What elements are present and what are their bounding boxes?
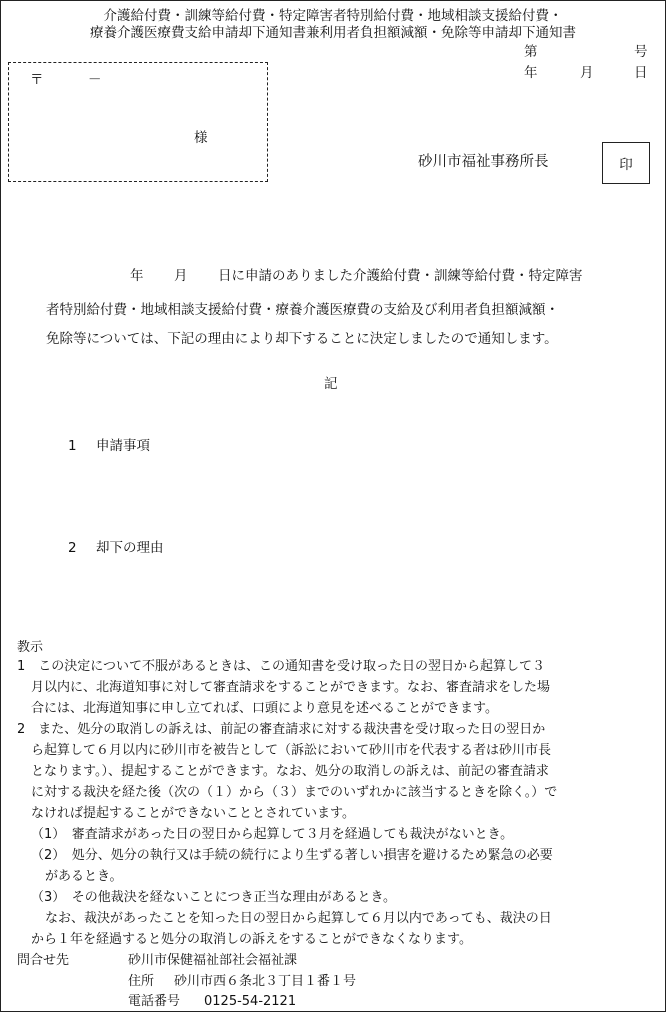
notice-line: 合には、北海道知事に申し立てれば、口頭により意見を述べることができます。 bbox=[31, 701, 498, 716]
number-label-dai: 第 bbox=[524, 44, 538, 60]
item2-number: 2 bbox=[68, 540, 77, 556]
item2-label: 却下の理由 bbox=[96, 540, 164, 556]
main-line3: 免除等については、下記の理由により却下することに決定しましたので通知します。 bbox=[46, 331, 558, 347]
main-line1: 日に申請のありました介護給付費・訓練等給付費・特定障害 bbox=[218, 268, 583, 284]
item1-number: 1 bbox=[68, 438, 77, 454]
contact-department: 砂川市保健福祉部社会福祉課 bbox=[128, 953, 298, 968]
document-title-line1: 介護給付費・訓練等給付費・特定障害者特別給付費・地域相談支援給付費・ bbox=[103, 8, 563, 24]
address-box bbox=[8, 62, 268, 182]
date-day-label: 日 bbox=[634, 65, 648, 81]
number-label-go: 号 bbox=[634, 44, 648, 60]
notice-line: 1 この決定について不服があるときは、この通知書を受け取った日の翌日から起算して３ bbox=[17, 659, 546, 674]
notice-line: となります。）、提起することができます。なお、処分の取消しの訴えは、前記の審査請求 bbox=[31, 764, 549, 779]
date-year-label: 年 bbox=[524, 65, 538, 81]
main-month: 月 bbox=[174, 268, 188, 284]
postal-dash: － bbox=[88, 72, 102, 88]
main-line2: 者特別給付費・地域相談支援給付費・療養介護医療費の支給及び利用者負担額減額・ bbox=[46, 302, 559, 318]
notice-line: （1） 審査請求があった日の翌日から起算して３月を経過しても裁決がないとき。 bbox=[31, 827, 514, 842]
seal-box bbox=[602, 142, 650, 184]
main-year: 年 bbox=[130, 268, 144, 284]
contact-label: 問合せ先 bbox=[17, 953, 70, 968]
postal-mark: 〒 bbox=[30, 72, 44, 88]
notice-heading: 教示 bbox=[17, 640, 44, 655]
date-month-label: 月 bbox=[580, 65, 594, 81]
notice-line: ら起算して６月以内に砂川市を被告として（訴訟において砂川市を代表する者は砂川市長 bbox=[31, 743, 552, 758]
notice-line: （2） 処分、処分の執行又は手続の続行により生ずる著しい損害を避けるため緊急の必要 bbox=[31, 848, 553, 863]
contact-address: 砂川市西６条北３丁目１番１号 bbox=[174, 974, 357, 989]
notice-line: （3） その他裁決を経ないことにつき正当な理由があるとき。 bbox=[31, 890, 396, 905]
recipient-honorific: 様 bbox=[194, 130, 208, 146]
contact-phone: 0125-54-2121 bbox=[204, 994, 297, 1009]
issuer-name: 砂川市福祉事務所長 bbox=[418, 154, 549, 170]
notice-line: 月以内に、北海道知事に対して審査請求をすることができます。なお、審査請求をした場 bbox=[31, 680, 550, 695]
ki-heading: 記 bbox=[324, 376, 338, 392]
notice-line: 2 また、処分の取消しの訴えは、前記の審査請求に対する裁決書を受け取った日の翌日か bbox=[17, 722, 546, 737]
notice-line: から１年を経過すると処分の取消しの訴えをすることができなくなります。 bbox=[31, 932, 472, 947]
notice-line: なお、裁決があったことを知った日の翌日から起算して６月以内であっても、裁決の日 bbox=[45, 911, 552, 926]
document-title-line2: 療養介護医療費支給申請却下通知書兼利用者負担額減額・免除等申請却下通知書 bbox=[90, 25, 576, 41]
notice-line: なければ提起することができないこととされています。 bbox=[31, 806, 355, 821]
notice-line: に対する裁決を経た後（次の（１）から（３）までのいずれかに該当するときを除く。）で bbox=[31, 785, 558, 800]
contact-phone-label: 電話番号 bbox=[128, 994, 181, 1009]
notice-line: があるとき。 bbox=[45, 869, 123, 884]
contact-address-label: 住所 bbox=[128, 974, 155, 989]
seal-label: 印 bbox=[619, 157, 633, 173]
item1-label: 申請事項 bbox=[96, 438, 150, 454]
